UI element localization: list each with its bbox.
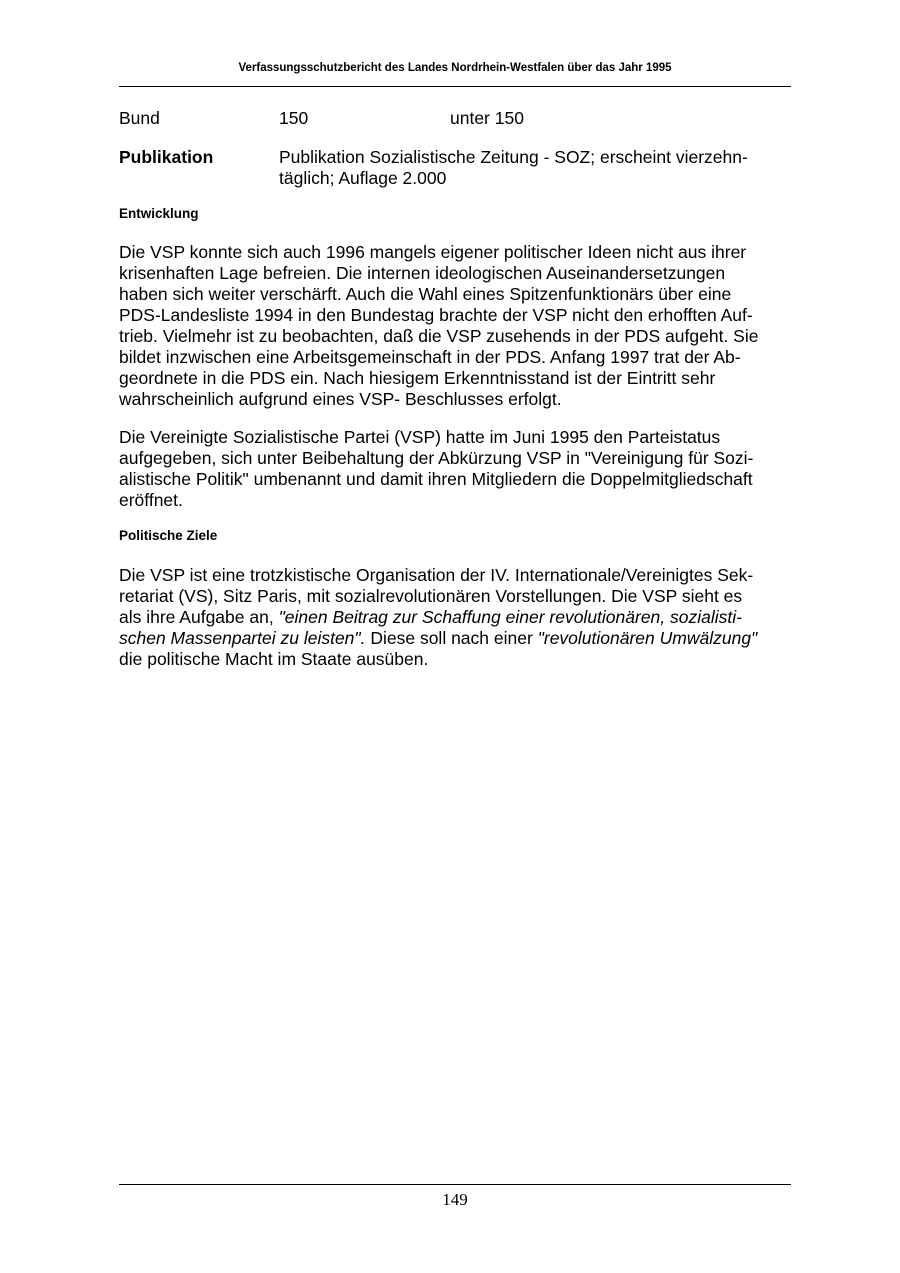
section-heading-politische-ziele: Politische Ziele [119,528,218,543]
publication-value [279,147,779,189]
plain-text: Diese soll nach einer [365,628,538,648]
running-header: Verfassungsschutzbericht des Landes Nordrhein-Westfalen über das Jahr 1995 [238,62,672,74]
text-line: Die VSP konnte sich auch 1996 mangels eigener politischer Ideen nicht aus ihrer [119,242,747,262]
text-line: geordnete in die PDS ein. Nach hiesigem Erkenntnisstand ist der Eintritt sehr [119,368,716,388]
plain-text: als ihre Aufgabe an, [119,607,279,627]
text-line: PDS-Landesliste 1994 in den Bundestag brachte der VSP nicht den erhofften Auf- [119,305,753,325]
text-line: wahrscheinlich aufgrund eines VSP- Beschlusses erfolgt. [119,389,562,409]
text-line: krisenhaften Lage befreien. Die internen ideologischen Auseinandersetzungen [119,263,726,283]
ziele-paragraph [119,565,791,670]
entwicklung-paragraph-1 [119,242,791,410]
membership-value-1: 150 [279,108,309,128]
quote-text: schen Massenpartei zu leisten". [119,628,366,648]
membership-label: Bund [119,108,160,128]
text-line [119,607,791,628]
footer-rule [119,1184,791,1185]
text-line: Die Vereinigte Sozialistische Partei (VSP) hatte im Juni 1995 den Parteistatus [119,427,721,447]
text-line: alistische Politik" umbenannt und damit ihren Mitgliedern die Doppelmitgliedschaft [119,469,753,489]
text-line: bildet inzwischen eine Arbeitsgemeinschaft in der PDS. Anfang 1997 trat der Ab- [119,347,741,367]
text-line: trieb. Vielmehr ist zu beobachten, daß die VSP zusehends in der PDS aufgeht. Sie [119,326,759,346]
publication-label: Publikation [119,147,214,167]
entwicklung-paragraph-2 [119,427,791,511]
membership-row [119,108,791,129]
text-line: haben sich weiter verschärft. Auch die Wahl eines Spitzenfunktionärs über eine [119,284,732,304]
text-line: die politische Macht im Staate ausüben. [119,649,429,669]
membership-value-2: unter 150 [450,108,524,128]
publication-line: Publikation Sozialistische Zeitung - SOZ; erscheint vierzehn- [279,147,748,167]
quote-text: "revolutionären Umwälzung" [537,628,758,648]
header-rule [119,86,791,87]
text-line: eröffnet. [119,490,183,510]
publication-line: täglich; Auflage 2.000 [279,168,447,188]
text-line: retariat (VS), Sitz Paris, mit sozialrevolutionären Vorstellungen. Die VSP sieht es [119,586,743,606]
text-line: aufgegeben, sich unter Beibehaltung der Abkürzung VSP in "Vereinigung für Sozi- [119,448,754,468]
quote-text: "einen Beitrag zur Schaffung einer revolutionären, sozialisti- [278,607,742,627]
page-number: 149 [442,1190,468,1209]
text-line: Die VSP ist eine trotzkistische Organisation der IV. Internationale/Vereinigtes Sek- [119,565,754,585]
text-line [119,628,791,649]
section-heading-entwicklung: Entwicklung [119,206,199,221]
